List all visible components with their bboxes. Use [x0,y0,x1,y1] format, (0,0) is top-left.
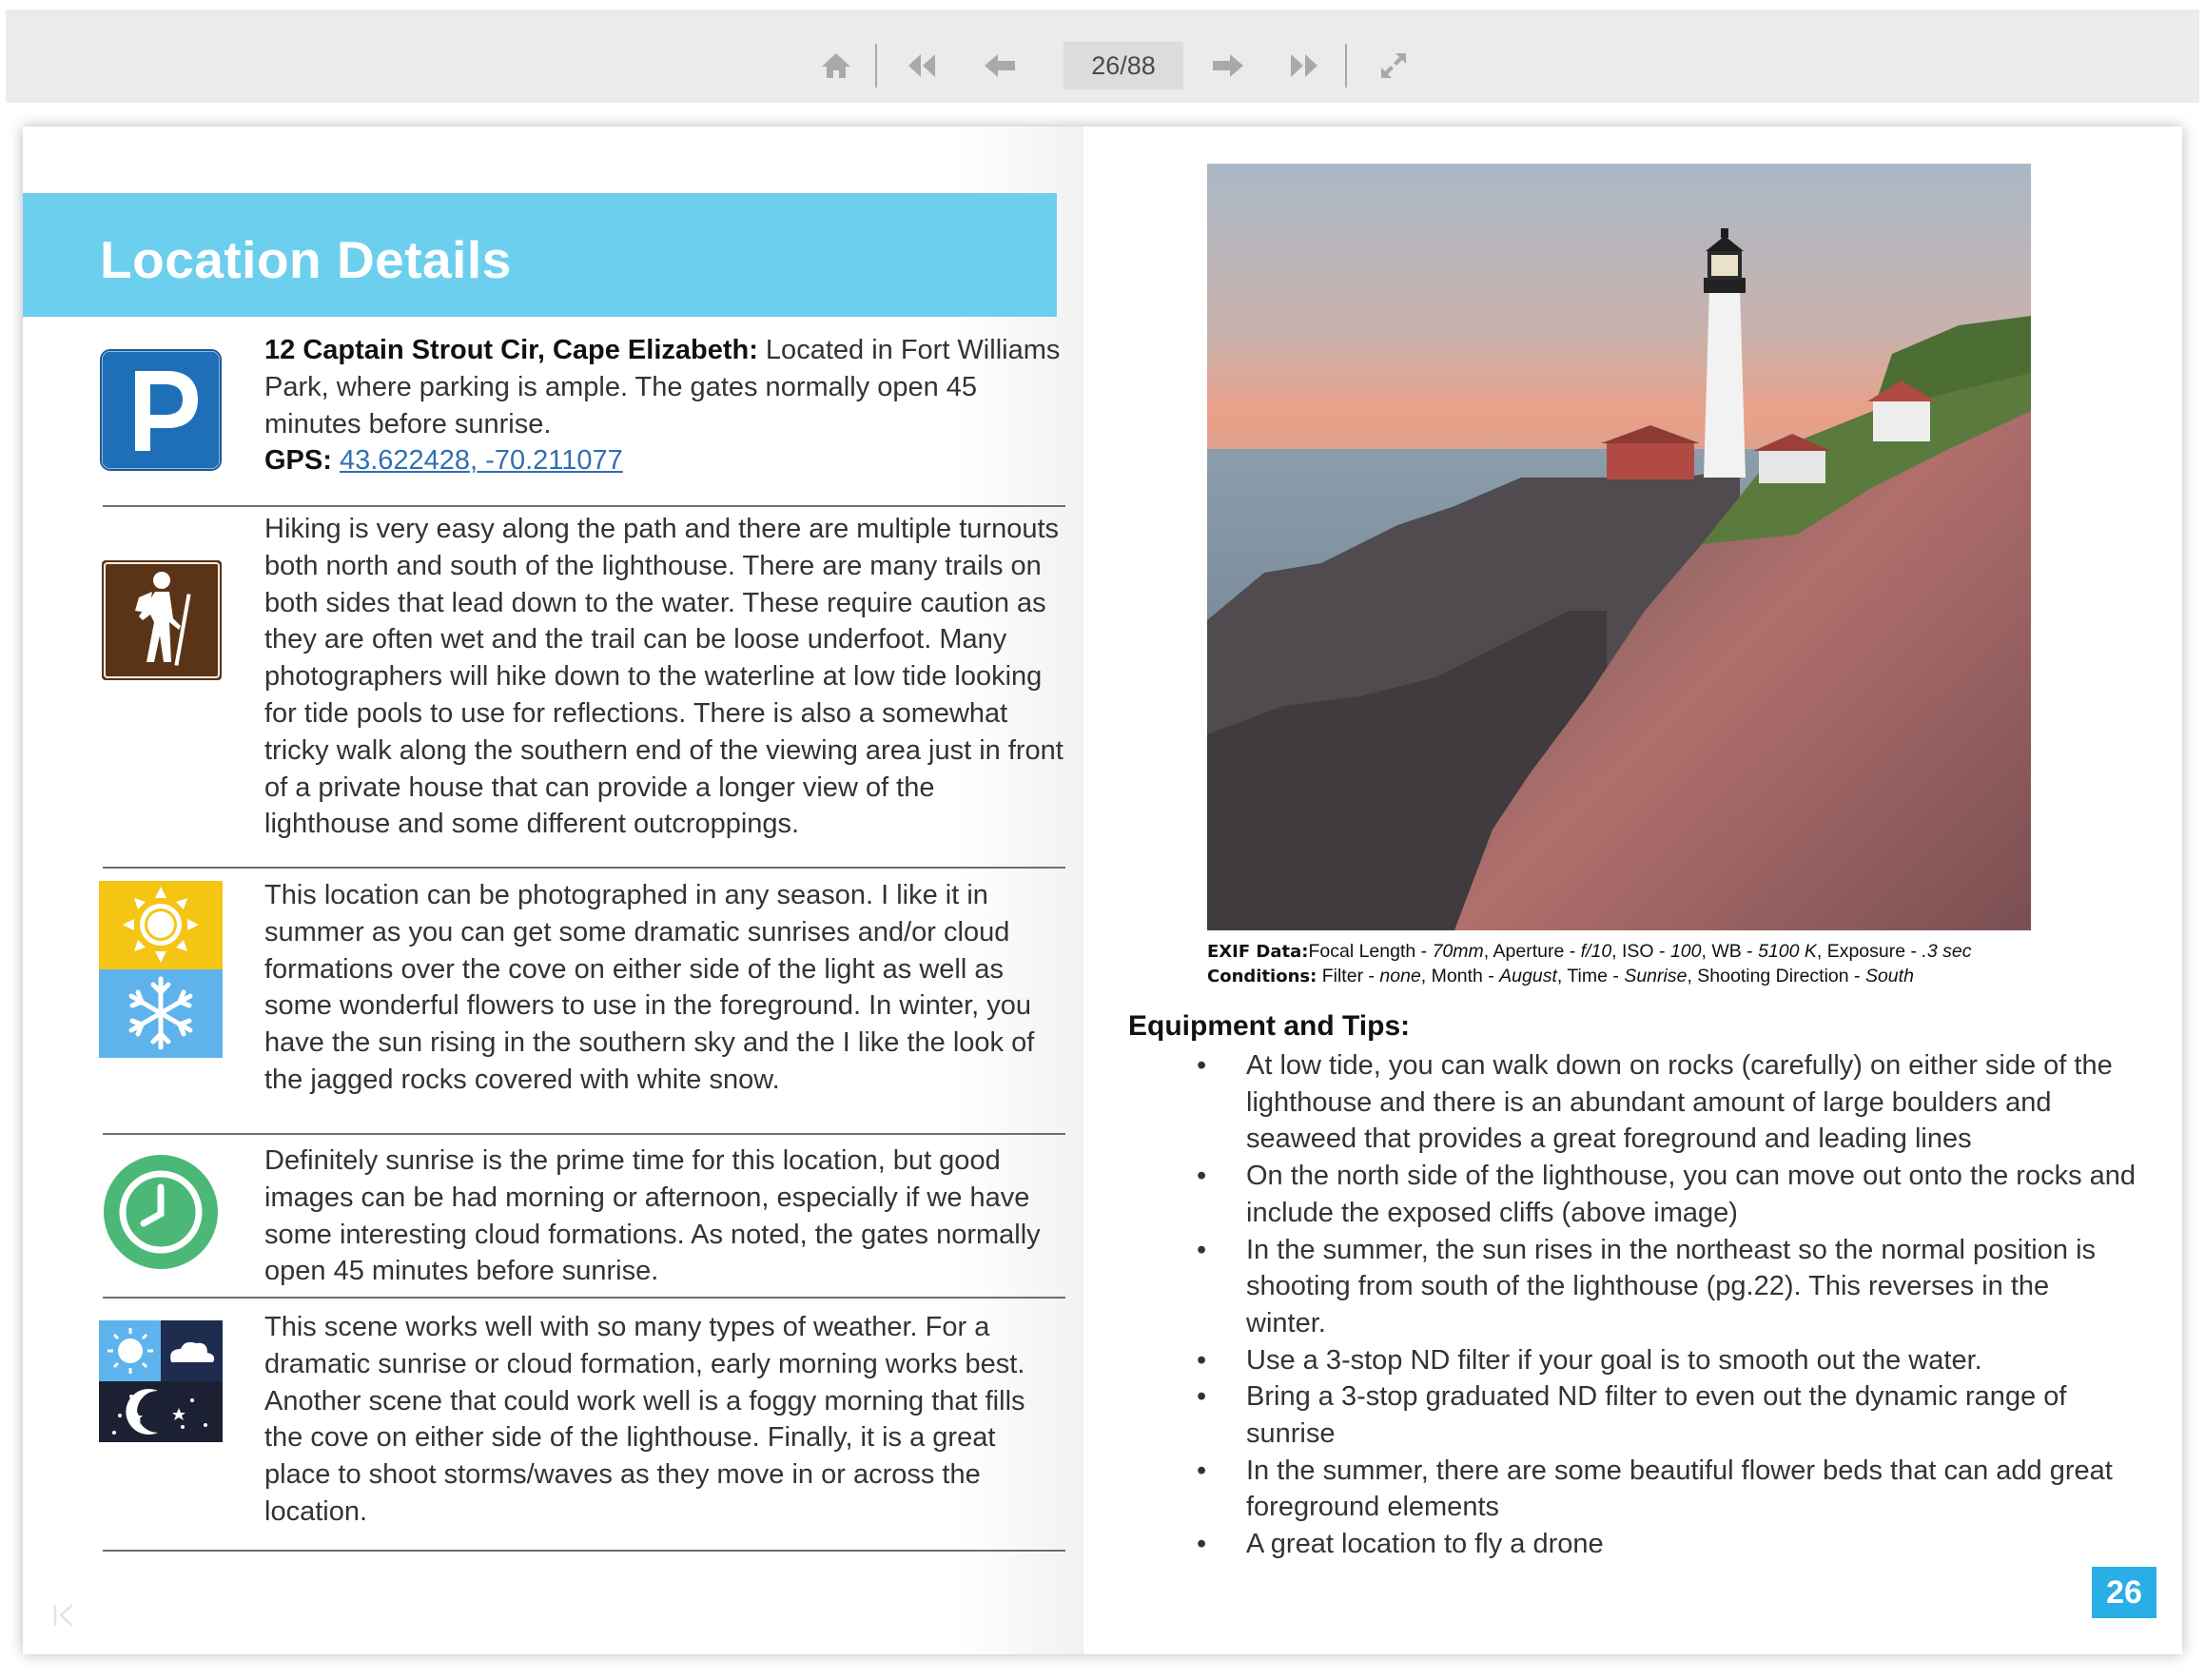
weather-section: This scene works well with so many types of weather. For a dramatic sunrise or cloud formation, early morning works best. Another scene that could work well is a foggy morning that fills the cove on either side of the lighthouse. Finally, it is a great place to shoot storms/waves as they move in or across the location. [264,1312,1025,1527]
page-number-badge: 26 [2092,1567,2156,1618]
first-page-icon [906,51,938,80]
book-page [23,127,2182,1654]
clock-icon [102,1153,220,1276]
list-item: • In the summer, there are some beautiful flower beds that can add great foreground elements [1197,1455,2113,1523]
tips-list [1128,1047,2137,1563]
list-item: • In the summer, the sun rises in the northeast so the normal position is shooting from south of the lighthouse (pg.22). This reverses in the winter. [1197,1234,2097,1338]
time-section: Definitely sunrise is the prime time for this location, but good images can be had morning or afternoon, especially if we have some interesting cloud formations. As noted, the gates normally open 45 minutes before sunrise. [264,1145,1041,1287]
direction-value: South [1864,966,1914,987]
divider [103,505,1065,507]
fullscreen-button[interactable] [1370,42,1417,89]
first-page-corner-icon[interactable] [49,1601,78,1630]
prev-page-button[interactable] [976,42,1024,89]
gps-link[interactable]: 43.622428, -70.211077 [339,445,623,477]
prev-page-icon [983,51,1017,80]
home-icon [820,51,852,80]
home-button[interactable] [812,42,860,89]
next-page-icon [1211,51,1245,80]
equipment-title: Equipment and Tips: [1128,1010,1411,1042]
lighthouse-photo [1207,164,2031,930]
last-page-icon [1288,51,1320,80]
season-icon [99,881,223,1063]
page-title: Location Details [100,230,512,289]
weather-icon [99,1320,223,1447]
hiking-section: Hiking is very easy along the path and there are multiple turnouts both north and south of the lighthouse. There are many trails on both sides that lead down to the water. These require caution as they are often wet and the trail can be loose underfoot. Many photographers will hike down to the waterline at low tide looking for tide pools to use for reflections. There is also a somewhat tricky walk along the southern end of the viewing area just in front of a private house that can provide a longer view of the lighthouse and some different outcroppings. [264,514,1063,840]
last-page-button[interactable] [1280,42,1328,89]
first-page-button[interactable] [898,42,946,89]
exposure-value: .3 sec [1922,941,1972,962]
viewer-toolbar [6,10,2199,103]
fullscreen-icon [1377,49,1410,82]
list-item: • Use a 3-stop ND filter if your goal is to smooth out the water. [1197,1344,1982,1376]
filter-value: none [1379,966,1421,987]
time-value: Sunrise [1624,966,1688,987]
page-indicator[interactable]: 26/88 [1063,42,1183,89]
list-item: • Bring a 3-stop graduated ND filter to even out the dynamic range of sunrise [1197,1381,2067,1450]
parking-icon [99,348,223,477]
list-item: • On the north side of the lighthouse, you can move out onto the rocks and include the exposed cliffs (above image) [1197,1161,2137,1228]
address-label: 12 Captain Strout Cir, Cape Elizabeth: [264,335,758,365]
list-item: • At low tide, you can walk down on rocks (carefully) on either side of the lighthouse and there is an abundant amount of large boulders and seaweed that provides a great foreground and leading lines [1197,1050,2113,1155]
season-section: This location can be photographed in any season. I like it in summer as you can get some dramatic sunrises and/or cloud formations over the cove on either side of the light as well as some wonderful flowers to use in the foreground. In winter, you have the sun rising in the southern sky and the I like the look of the jagged rocks covered with white snow. [264,880,1035,1095]
divider [103,1297,1065,1299]
wb-value: 5100 K [1758,941,1817,962]
focal-length-value: 70mm [1432,941,1484,962]
aperture-value: f/10 [1580,941,1612,962]
month-value: August [1499,966,1557,987]
divider [103,1133,1065,1135]
address-text: Located in Fort Williams Park, where parking is ample. The gates normally open 45 minutes before sunrise. [264,335,1061,440]
divider [103,1550,1065,1552]
hiker-icon [101,559,223,686]
parking-section [264,332,1063,479]
conditions-data: Conditions: Filter - none, Month - August, Time - Sunrise, Shooting Direction - South [1207,966,1914,987]
exif-data: EXIF Data:Focal Length - 70mm, Aperture - f/10, ISO - 100, WB - 5100 K, Exposure - .3 sec [1207,941,1972,962]
iso-value: 100 [1669,941,1702,962]
divider [103,867,1065,869]
next-page-button[interactable] [1204,42,1252,89]
list-item: • A great location to fly a drone [1197,1529,1604,1560]
gps-label: GPS: [264,445,332,477]
